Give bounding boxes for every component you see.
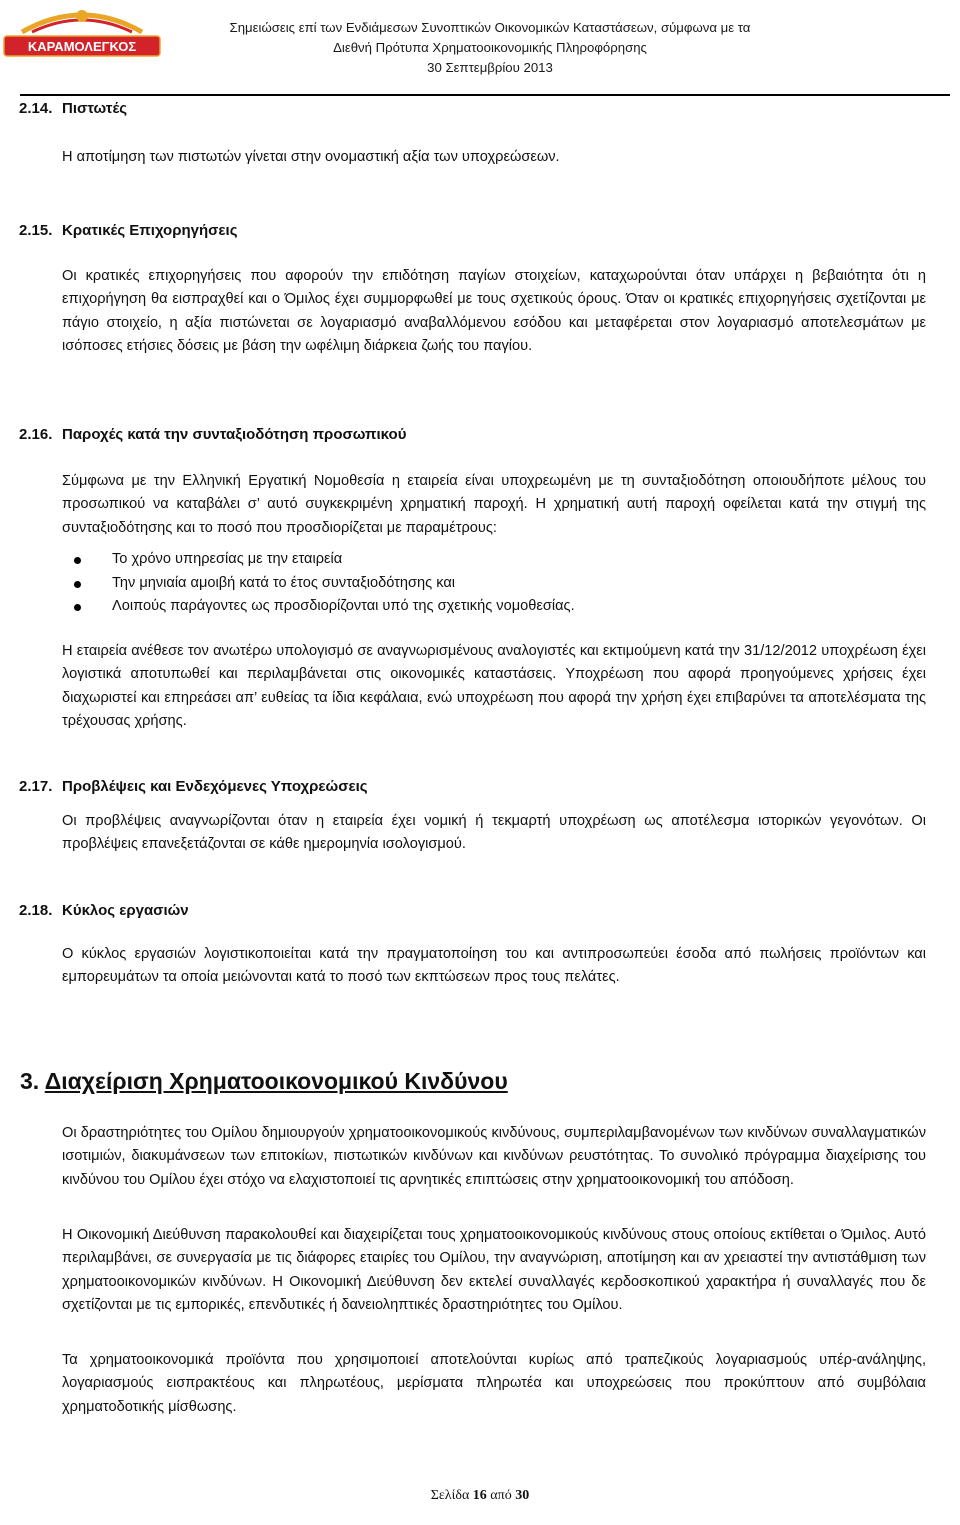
bullet-icon xyxy=(74,604,81,611)
section-number: 2.17. xyxy=(19,778,53,795)
footer-total-pages: 30 xyxy=(515,1488,530,1503)
list-item-text: Την μηνιαία αμοιβή κατά το έτος συνταξιοδότησης και xyxy=(112,574,456,591)
section-heading-2-18 xyxy=(19,902,189,919)
chapter-number: 3. xyxy=(20,1068,40,1094)
paragraph-3-instruments: Τα χρηματοοικονομικά προϊόντα που χρησιμοποιεί αποτελούνται κυρίως από τραπεζικούς λογαριασμούς υπέρ-ανάληψης, λογαριασμούς εισπρακτέους και πληρωτέους, μερίσματα πληρωτέα και υποχρεώσεις που προκύπτουν από συμβόλαια χρηματοδοτικής μίσθωσης. xyxy=(62,1352,926,1415)
section-heading-2-14 xyxy=(19,100,127,117)
paragraph-2-14: Η αποτίμηση των πιστωτών γίνεται στην ονομαστική αξία των υποχρεώσεων. xyxy=(62,149,560,165)
section-title: Κρατικές Επιχορηγήσεις xyxy=(62,222,238,239)
section-heading-2-17 xyxy=(19,778,368,795)
header-line-2: Διεθνή Πρότυπα Χρηματοοικονομικής Πληροφόρησης xyxy=(333,40,647,55)
paragraph-2-18: Ο κύκλος εργασιών λογιστικοποιείται κατά την πραγματοποίηση του και αντιπροσωπεύει έσοδα από πωλήσεις προϊόντων και εμπορευμάτων τα οποία μειώνονται κατά το ποσό των εκπτώσεων προς τους πελάτες. xyxy=(62,946,926,986)
section-number: 2.15. xyxy=(19,222,53,239)
bullet-icon xyxy=(74,581,81,588)
paragraph-2-17: Οι προβλέψεις αναγνωρίζονται όταν η εταιρεία έχει νομική ή τεκμαρτή υποχρέωση ως αποτέλεσμα ιστορικών γεγονότων. Οι προβλέψεις επανεξετάζονται σε κάθε ημερομηνία ισολογισμού. xyxy=(62,813,926,853)
footer-of: από xyxy=(490,1488,512,1503)
chapter-heading-3 xyxy=(20,1068,508,1095)
parameters-list xyxy=(62,548,922,619)
karamolegkos-logo-graphic xyxy=(2,2,162,60)
page-footer xyxy=(0,1488,960,1504)
section-title: Παροχές κατά την συνταξιοδότηση προσωπικού xyxy=(62,426,407,443)
list-item-text: Το χρόνο υπηρεσίας με την εταιρεία xyxy=(112,551,343,567)
section-number: 2.14. xyxy=(19,100,53,117)
footer-prefix: Σελίδα xyxy=(430,1488,470,1503)
logo-text: ΚΑΡΑΜΟΛΕΓΚΟΣ xyxy=(27,39,137,54)
paragraph-2-16-intro: Σύμφωνα με την Ελληνική Εργατική Νομοθεσία η εταιρεία είναι υποχρεωμένη με τη συνταξιοδότηση οποιουδήποτε μέλους του προσωπικού να καταβάλει σ’ αυτό συγκεκριμένη χρηματική παροχή. Η χρηματική αυτή παροχή οφείλεται κατά την στιγμή της συνταξιοδότησης και το ποσό που προσδιορίζεται με παραμέτρους: xyxy=(62,473,926,536)
list-item xyxy=(62,548,922,572)
list-item xyxy=(62,595,922,619)
paragraph-2-15: Οι κρατικές επιχορηγήσεις που αφορούν την επιδότηση παγίων στοιχείων, καταχωρούνται όταν υπάρχει η βεβαιότητα ότι η επιχορήγηση θα εισπραχθεί και ο Όμιλος έχει συμμορφωθεί με τους σχετικούς όρους. Όταν οι κρατικές επιχορηγήσεις σχετίζονται με πάγιο στοιχείο, η αξία πιστώνεται σε λογαριασμό αναβαλλόμενου εσόδου και μεταφέρεται στον λογαριασμό αποτελεσμάτων με ισόποσες ετήσιες δόσεις με βάση την ωφέλιμη διάρκεια ζωής του παγίου. xyxy=(62,268,926,354)
header-line-3: 30 Σεπτεμβρίου 2013 xyxy=(427,60,553,75)
section-heading-2-16 xyxy=(19,426,406,443)
header-divider xyxy=(20,94,950,96)
section-title: Κύκλος εργασιών xyxy=(62,902,189,919)
section-title: Προβλέψεις και Ενδεχόμενες Υποχρεώσεις xyxy=(62,778,368,795)
chapter-title: Διαχείριση Χρηματοοικονομικού Κινδύνου xyxy=(44,1068,508,1094)
document-header xyxy=(200,18,780,78)
list-item-text: Λοιπούς παράγοντες ως προσδιορίζονται υπό της σχετικής νομοθεσίας. xyxy=(112,598,575,614)
section-heading-2-15 xyxy=(19,222,238,239)
bullet-icon xyxy=(74,557,81,564)
section-title: Πιστωτές xyxy=(62,100,128,117)
company-logo xyxy=(2,2,162,60)
section-number: 2.16. xyxy=(19,426,53,443)
paragraph-3-intro: Οι δραστηριότητες του Ομίλου δημιουργούν χρηματοοικονομικούς κινδύνους, συμπεριλαμβανομένων των κινδύνων συναλλαγματικών ισοτιμιών, διακυμάνσεων των επιτοκίων, πιστωτικών κινδύνων και κινδύνων ρευστότητας. Το συνολικό πρόγραμμα διαχείρισης του κινδύνου του Ομίλου έχει στόχο να ελαχιστοποιεί τις αρνητικές επιπτώσεις στην χρηματοοικονομική του απόδοση. xyxy=(62,1125,926,1188)
list-item xyxy=(62,572,922,596)
paragraph-2-16-actuarial: Η εταιρεία ανέθεσε τον ανωτέρω υπολογισμό σε αναγνωρισμένους αναλογιστές και εκτιμούμενη κατά την 31/12/2012 υποχρέωση έχει λογιστικά αποτυπωθεί και περιλαμβάνεται στις οικονομικές καταστάσεις. Υποχρέωση που αφορά προηγούμενες χρήσεις έχει διαχωριστεί και επηρεάσει απ’ ευθείας τα ίδια κεφάλαια, ενώ υποχρέωση που αφορά την χρήση έχει επιβαρύνει τα αποτελέσματα της τρέχουσας χρήσης. xyxy=(62,643,926,729)
header-line-1: Σημειώσεις επί των Ενδιάμεσων Συνοπτικών Οικονομικών Καταστάσεων, σύμφωνα με τα xyxy=(229,20,751,35)
section-number: 2.18. xyxy=(19,902,53,919)
paragraph-3-finance-dept: Η Οικονομική Διεύθυνση παρακολουθεί και διαχειρίζεται τους χρηματοοικονομικούς κινδύνους στους οποίους εκτίθεται ο Όμιλος. Αυτό περιλαμβάνει, σε συνεργασία με τις διάφορες εταιρίες του Ομίλου, την αναγνώριση, αποτίμηση και αν χρειαστεί την αντιστάθμιση των χρηματοοικονομικών κινδύνων. Η Οικονομική Διεύθυνση δεν εκτελεί συναλλαγές κερδοσκοπικού χαρακτήρα ή συναλλαγές που δε σχετίζονται με τις εμπορικές, επενδυτικές ή δανειοληπτικές δραστηριότητες του Ομίλου. xyxy=(62,1227,926,1313)
footer-page-number: 16 xyxy=(472,1488,487,1503)
